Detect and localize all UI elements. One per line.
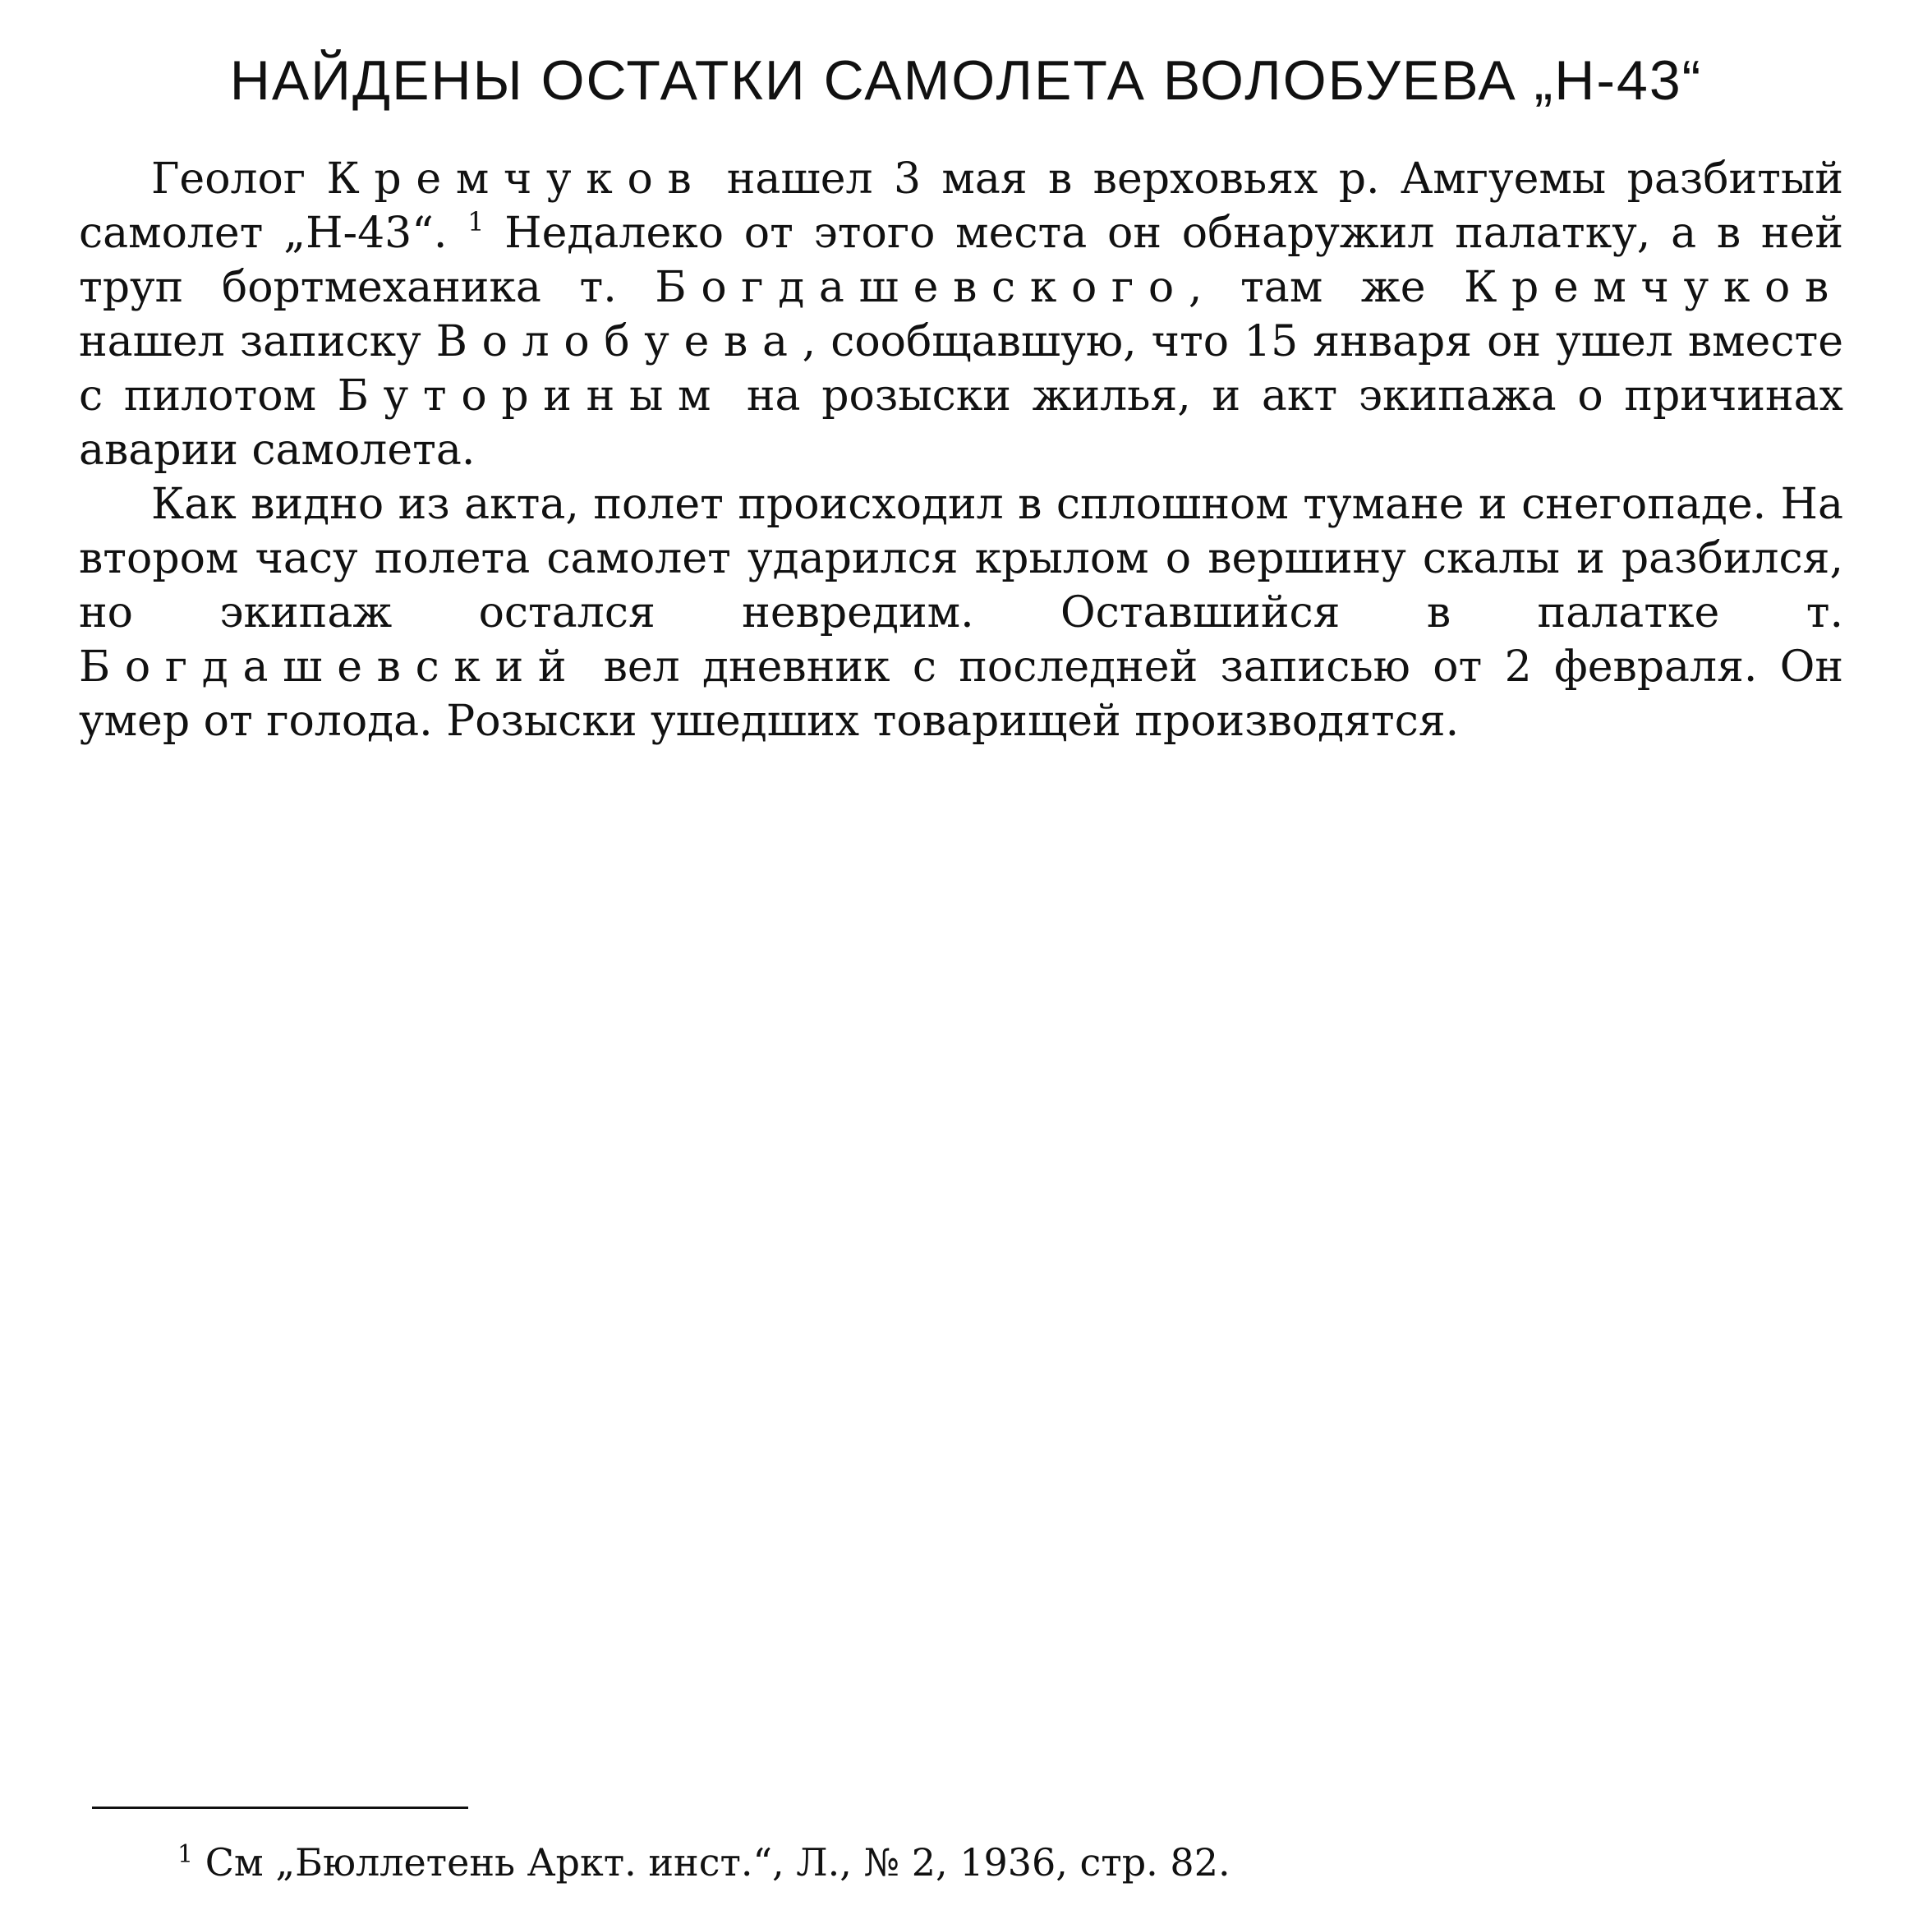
footnote-marker: 1	[177, 1840, 194, 1869]
article-title: НАЙДЕНЫ ОСТАТКИ САМОЛЕТА ВОЛОБУЕВА „Н-43“	[229, 49, 1703, 112]
text-segment: , сообщавшую, что 15 января он ушел вместе с пилотом	[79, 317, 1843, 421]
article-body	[79, 152, 1843, 748]
footnote-text: См „Бюллетень Аркт. инст.“, Л., № 2, 1936, стр. 82.	[193, 1840, 1230, 1885]
footnote	[177, 1839, 1738, 1886]
text-segment: Недалеко от этого места он обнаружил палатку, а в ней труп бортмеханика т.	[79, 209, 1843, 312]
footnote-reference: 1	[467, 206, 485, 237]
person-name-kremchukov: Кремчуков	[326, 154, 706, 204]
person-name-kremchukov: Кремчуков	[1464, 263, 1843, 312]
person-name-butorin: Буториным	[337, 371, 726, 421]
text-segment: Как видно из акта, полет происходил в сплошном тумане и снегопаде. На втором часу полета самолет ударился крылом о вершину скалы и разбился, но экипаж остался невредим. Оставшийся в палатке т.	[79, 480, 1843, 637]
text-segment: нашел записку	[79, 317, 436, 366]
text-segment: Геолог	[151, 154, 327, 204]
text-segment: вел дневник с последней записью от 2 февраля. Он умер от голода. Розыски ушедших товарищей производятся.	[79, 642, 1843, 746]
paragraph-1	[79, 152, 1843, 477]
person-name-volobuev: Волобуева	[435, 317, 803, 366]
person-name-bogdashevsky: Богдашевский	[79, 642, 582, 692]
paragraph-2	[79, 477, 1843, 748]
person-name-bogdashevsky: Богдашевского	[655, 263, 1189, 312]
text-segment: на розыски жилья, и акт экипажа о причинах аварии самолета.	[79, 371, 1843, 475]
text-segment: , там же	[1188, 263, 1465, 312]
footnote-divider	[92, 1807, 468, 1809]
text-segment: нашел 3 мая в верховьях р. Амгуемы разбитый самолет „Н-43“.	[79, 154, 1843, 258]
